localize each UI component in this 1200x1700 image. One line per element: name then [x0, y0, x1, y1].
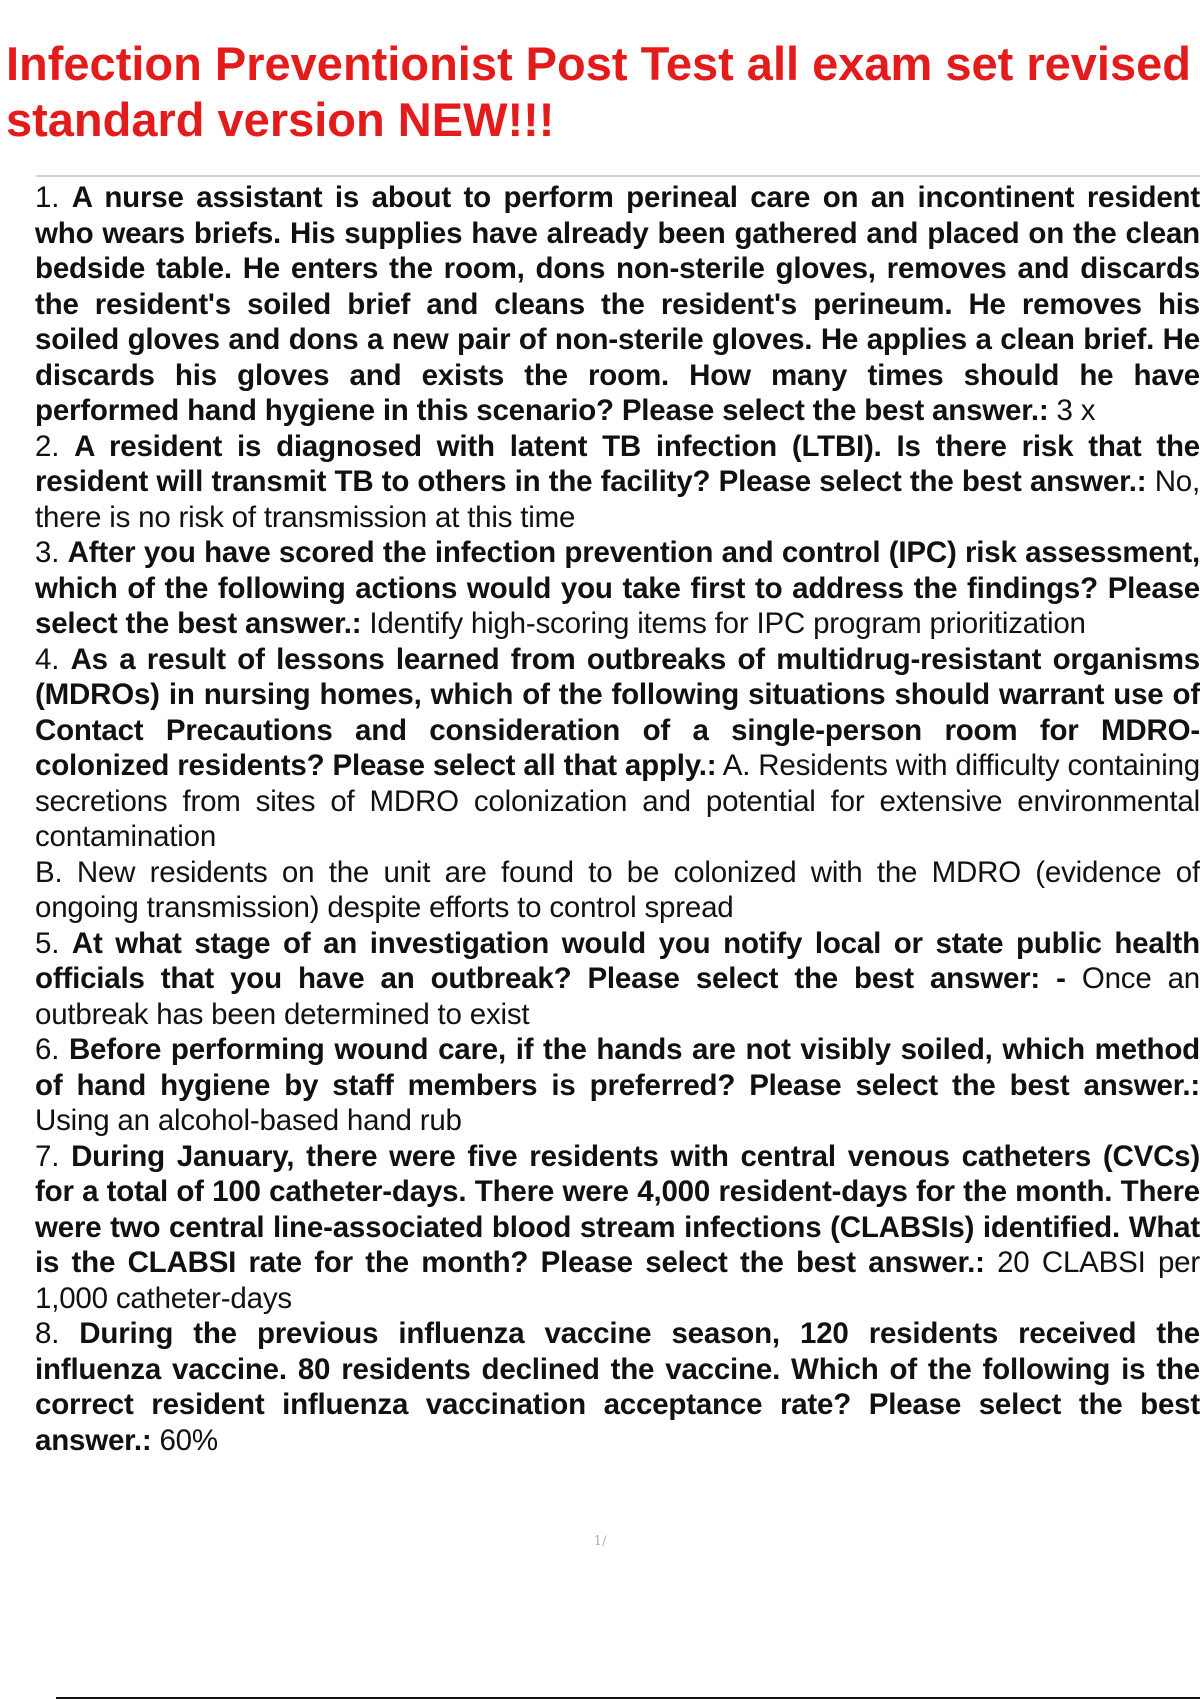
- document-title: [6, 36, 1200, 148]
- question-text: At what stage of an investigation would you notify local or state public health officials that you have an outbreak? Please select the best answer: -: [35, 926, 1200, 995]
- question-item-8: [35, 1316, 1200, 1458]
- question-item-6: [35, 1032, 1200, 1139]
- question-text: During January, there were five residents with central venous catheters (CVCs) for a total of 100 catheter-days. There were 4,000 resident-days for the month. There were two central line-associated blood stream infections (CLABSIs) identified. What is the CLABSI rate for the month? Please select the best answer.:: [35, 1139, 1200, 1279]
- question-number: 5.: [35, 926, 60, 960]
- answer-text: 60%: [159, 1423, 218, 1457]
- question-text: As a result of lessons learned from outbreaks of multidrug-resistant organisms (MDROs) in nursing homes, which of the following situations should warrant use of Contact Precautions and consideration of a single-person room for MDRO-colonized residents? Please select all that apply.:: [35, 642, 1200, 782]
- question-number: 1.: [35, 181, 60, 214]
- answer-text: Once an outbreak has been determined to exist: [35, 962, 1200, 1031]
- question-number: 7.: [35, 1139, 60, 1173]
- question-item-4: [35, 642, 1200, 926]
- question-number: 8.: [35, 1317, 60, 1350]
- answer-text: No, there is no risk of transmission at this time: [35, 465, 1200, 534]
- page-number: 1/: [593, 1534, 607, 1549]
- question-list: [35, 180, 1200, 1458]
- question-text: Before performing wound care, if the hands are not visibly soiled, which method of hand hygiene by staff members is preferred? Please select the best answer.:: [35, 1033, 1200, 1102]
- answer-text: Using an alcohol-based hand rub: [35, 1104, 462, 1137]
- question-number: 4.: [35, 642, 60, 676]
- question-item-2: [35, 429, 1200, 536]
- question-number: 6.: [35, 1033, 60, 1066]
- question-text: A nurse assistant is about to perform perineal care on an incontinent resident who wears briefs. His supplies have already been gathered and placed on the clean bedside table. He enters the room, dons non-sterile gloves, removes and discards the resident's soiled brief and cleans the resident's perineum. He removes his soiled gloves and dons a new pair of non-sterile gloves. He applies a clean brief. He discards his gloves and exists the room. How many times should he have performed hand hygiene in this scenario? Please select the best answer.:: [35, 181, 1200, 427]
- answer-text: 3 x: [1056, 394, 1096, 427]
- question-item-1: [35, 180, 1200, 429]
- footer-divider: [56, 1697, 1200, 1699]
- question-number: 3.: [35, 536, 60, 569]
- answer-text: Identify high-scoring items for IPC program prioritization: [369, 607, 1086, 640]
- question-item-5: [35, 926, 1200, 1033]
- title-line-1: Infection Preventionist Post Test all exam set revised: [6, 37, 1191, 90]
- title-divider: [36, 175, 1200, 177]
- question-item-7: [35, 1139, 1200, 1317]
- question-item-3: [35, 535, 1200, 642]
- question-text: During the previous influenza vaccine season, 120 residents received the influenza vaccine. 80 residents declined the vaccine. Which of the following is the correct resident influenza vaccination acceptance rate? Please select the best answer.:: [35, 1317, 1200, 1457]
- title-line-2: standard version NEW!!!: [6, 93, 555, 146]
- answer-text: A. Residents with difficulty containing secretions from sites of MDRO colonization and potential for extensive environmental contamination B. New residents on the unit are found to be colonized with the MDRO (evidence of ongoing transmission) despite efforts to control spread: [35, 749, 1200, 924]
- question-text: A resident is diagnosed with latent TB infection (LTBI). Is there risk that the resident will transmit TB to others in the facility? Please select the best answer.:: [35, 429, 1200, 498]
- question-number: 2.: [35, 429, 60, 463]
- answer-text: 20 CLABSI per 1,000 catheter-days: [35, 1246, 1200, 1315]
- question-text: After you have scored the infection prevention and control (IPC) risk assessment, which of the following actions would you take first to address the findings? Please select the best answer.:: [35, 536, 1200, 640]
